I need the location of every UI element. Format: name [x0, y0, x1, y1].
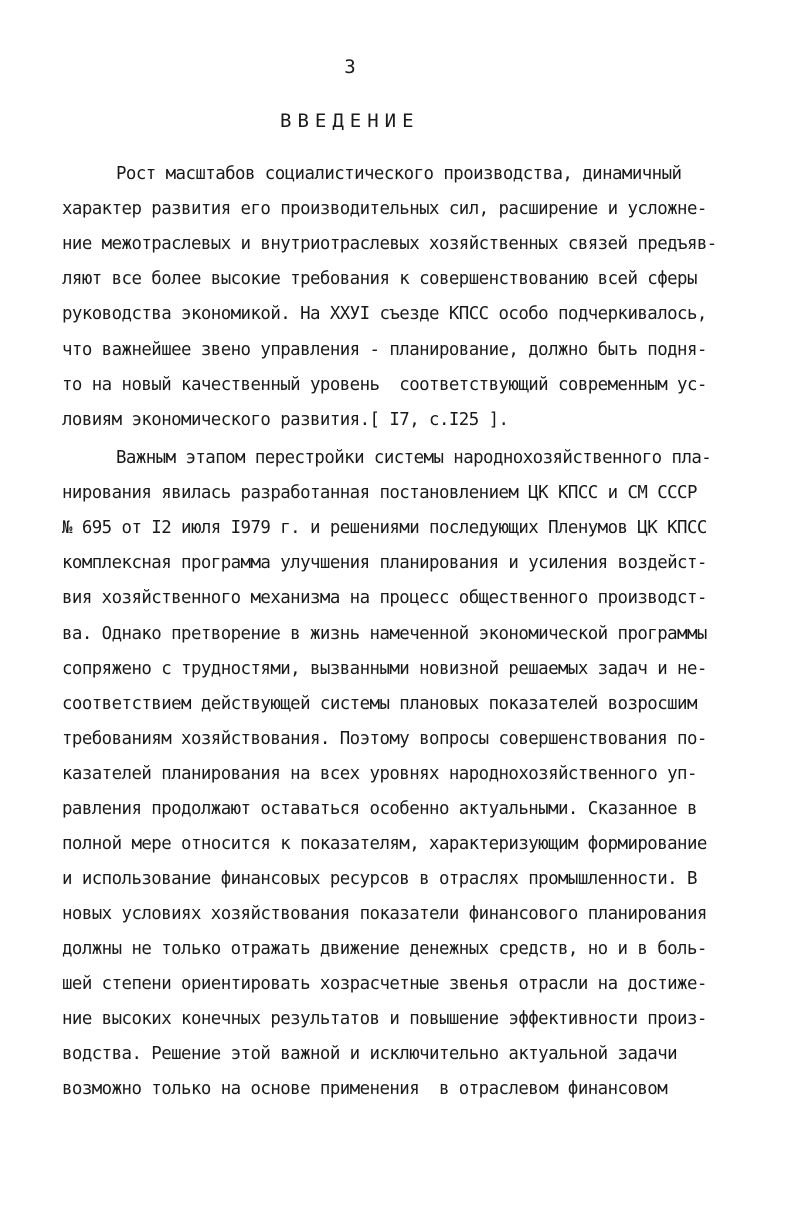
text-line: полной мере относится к показателям, характеризующим формирование [62, 834, 707, 854]
text-line: руководства экономикой. На XXУI съезде КПСС особо подчеркивалось, [62, 304, 707, 324]
text-line: Рост масштабов социалистического производства, динамичный [116, 164, 682, 184]
text-line: вия хозяйственного механизма на процесс общественного производст- [62, 588, 707, 608]
text-line: новых условиях хозяйствования показатели финансового планирования [62, 904, 707, 924]
text-line: № 695 от I2 июля I979 г. и решениями последующих Пленумов ЦК КПСС [62, 518, 707, 538]
text-line: шей степени ориентировать хозрасчетные звенья отрасли на достиже- [62, 974, 707, 994]
text-line: ловиям экономического развития.[ I7, с.I25 ]. [62, 410, 509, 430]
text-line: водства. Решение этой важной и исключительно актуальной задачи [62, 1044, 678, 1064]
text-line: возможно только на основе применения в отраслевом финансовом [62, 1079, 668, 1099]
text-line: то на новый качественный уровень соответствующий современным ус- [62, 375, 707, 395]
text-line: ние высоких конечных результатов и повышение эффективности произ- [62, 1009, 707, 1029]
text-line: нирования явилась разработанная постановлением ЦК КПСС и СМ СССР [62, 483, 697, 503]
text-line: казателей планирования на всех уровнях народнохозяйственного уп- [62, 764, 697, 784]
text-line: требованиям хозяйствования. Поэтому вопросы совершенствования по- [62, 729, 707, 749]
text-line: должны не только отражать движение денежных средств, но и в боль- [62, 939, 707, 959]
text-line: что важнейшее звено управления - планирование, должно быть подня- [62, 340, 707, 360]
text-line: сопряжено с трудностями, вызванными новизной решаемых задач и не- [62, 659, 707, 679]
text-line: комплексная программа улучшения планирования и усиления воздейст- [62, 553, 707, 573]
text-line: равления продолжают оставаться особенно актуальными. Сказанное в [62, 799, 697, 819]
text-line: и использование финансовых ресурсов в отраслях промышленности. В [62, 869, 697, 889]
text-line: соответствием действующей системы плановых показателей возросшим [62, 694, 697, 714]
page-number: 3 [344, 56, 356, 78]
text-line: ляют все более высокие требования к совершенствованию всей сферы [62, 269, 697, 289]
text-line: характер развития его производительных сил, расширение и усложне- [62, 199, 707, 219]
text-line: Важным этапом перестройки системы народнохозяйственного пла- [116, 448, 712, 468]
section-heading: ВВЕДЕНИЕ [280, 110, 420, 132]
text-line: ва. Однако претворение в жизнь намеченной экономической программы [62, 624, 707, 644]
text-line: ние межотраслевых и внутриотраслевых хозяйственных связей предъяв- [62, 234, 717, 254]
